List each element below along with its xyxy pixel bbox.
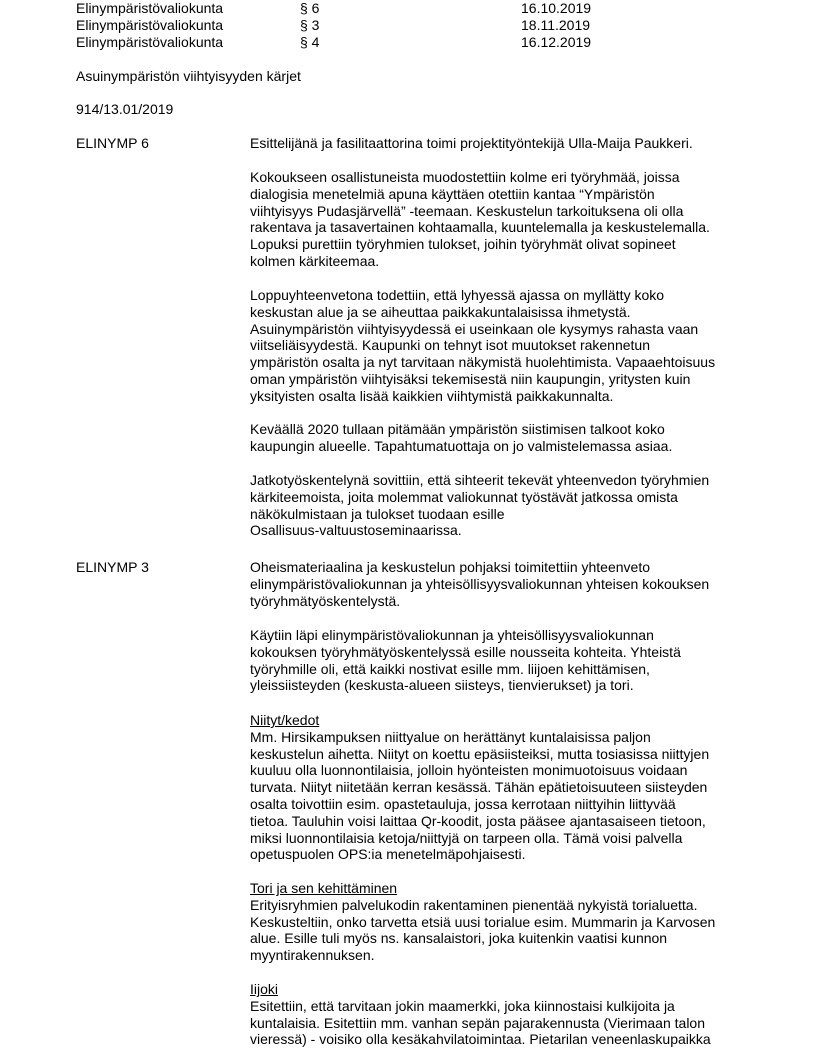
section-label: ELINYMP 6	[76, 135, 149, 151]
document-title: Asuinympäristön viihtyisyyden kärjet	[76, 68, 301, 84]
meeting-committee: Elinympäristövaliokunta	[76, 0, 224, 16]
paragraph: Loppuyhteenvetona todettiin, että lyhyessä ajassa on myllätty koko keskustan alue ja se aiheuttaa paikkakuntalaisissa ihmetystä. Asuinympäristön viihtyisyydessä ei useinkaan ole kysymys rahasta vaan viitseliäisyydestä. Kaupunki on tehnyt isot muutokset rakennetun ympäristön osalta ja nyt tarvitaan näkymistä huolehtimista. Vapaaehtoisuus oman ympäristön viihtyisäksi tekemisestä niin kaupungin, yritysten kuin yksityisten osalta lisää kaikkien viihtymistä paikkakunnalta.	[250, 287, 716, 404]
meeting-section: § 4	[300, 34, 320, 50]
subsection-heading: Tori ja sen kehittäminen	[250, 880, 398, 896]
subsection: Tori ja sen kehittäminen Erityisryhmien palvelukodin rakentaminen pienentää nykyistä torialuetta. Keskusteltiin, onko tarvetta etsiä uusi torialue esim. Mummarin ja Karvosen alue. Esille tuli myös ns. kansalaistori, joka kuitenkin vaatisi kunnon myyntirakennuksen.	[250, 880, 750, 964]
paragraph: Kokoukseen osallistuneista muodostettiin kolme eri työryhmää, joissa dialogisia menetelmiä apuna käyttäen otettiin kantaa “Ympäristön viihtyisyys Pudasjärvellä” -teemaan. Keskustelun tarkoituksena oli olla rakentava ja tasavertainen kohtaamalla, kuuntelemalla ja keskustelemalla. Lopuksi purettiin työryhmien tulokset, joihin työryhmät olivat sopineet kolmen kärkiteemaa.	[250, 169, 710, 269]
meeting-date: 16.10.2019	[521, 0, 592, 16]
subsection: Iijoki Esitettiin, että tarvitaan jokin maamerkki, joka kiinnostaisi kulkijoita ja kuntalaisia. Esitettiin mm. vanhan sepän pajarakennusta (Vierimaan talon vieressä) - voisiko olla kesäkahvilatoimintaa. Pietarilan veneenlaskupaikka	[250, 981, 750, 1048]
paragraph: Käytiin läpi elinympäristövaliokunnan ja yhteisöllisyysvaliokunnan kokouksen työryhmätyöskentelyssä esille nousseita kohteita. Yhteistä työryhmille oli, että kaikki nostivat esille mm. liijoen kehittämisen, yleissiisteyden (keskusta-alueen siisteys, tienvierukset) ja tori.	[250, 627, 681, 694]
paragraph: Keväällä 2020 tullaan pitämään ympäristön siistimisen talkoot koko kaupungin alueelle. Tapahtumatuottaja on jo valmistelemassa asiaa.	[250, 421, 673, 454]
paragraph: Oheismateriaalina ja keskustelun pohjaksi toimitettiin yhteenveto elinympäristövaliokunnan ja yhteisöllisyysvaliokunnan yhteisen kokouksen työryhmätyöskentelystä.	[250, 559, 710, 609]
meeting-committee: Elinympäristövaliokunta	[76, 34, 224, 50]
subsection-heading: Iijoki	[250, 981, 279, 997]
paragraph: Jatkotyöskentelynä sovittiin, että sihteerit tekevät yhteenvedon työryhmien kärkiteemoista, joita molemmat valiokunnat työstävät jatkossa omista näkökulmistaan ja tulokset tuodaan esille Osallisuus-valtuustoseminaarissa.	[250, 472, 710, 539]
reference-number: 914/13.01/2019	[76, 101, 174, 117]
section-label: ELINYMP 3	[76, 559, 149, 575]
subsection-heading: Niityt/kedot	[250, 712, 320, 728]
meeting-section: § 3	[300, 17, 320, 33]
meeting-date: 18.11.2019	[521, 17, 591, 33]
meeting-committee: Elinympäristövaliokunta	[76, 17, 224, 33]
meeting-date: 16.12.2019	[521, 34, 592, 50]
meeting-section: § 6	[300, 0, 320, 16]
subsection: Niityt/kedot Mm. Hirsikampuksen niittyalue on herättänyt kuntalaisissa paljon keskustelun aihetta. Niityt on koettu epäsiisteiksi, mutta tosiasissa niittyjen kuuluu olla luonnontilaisia, jolloin hyönteisten monimuotoisuus voidaan turvata. Niityt niitetään kerran kesässä. Tähän epätietoisuuteen siisteyden osalta toivottiin esim. opastetauluja, jossa kerrotaan niittyihin liittyvää tietoa. Tauluhin voisi laittaa Qr-koodit, josta pääsee ajantasaiseen tietoon, miksi luonnontilaisia ketoja/niittyjä on tarpeen olla. Tämä voisi palvella opetuspuolen OPS:ia menetelmäpohjaisesti.	[250, 712, 750, 863]
paragraph: Esittelijänä ja fasilitaattorina toimi projektityöntekijä Ulla-Maija Paukkeri.	[250, 135, 693, 151]
